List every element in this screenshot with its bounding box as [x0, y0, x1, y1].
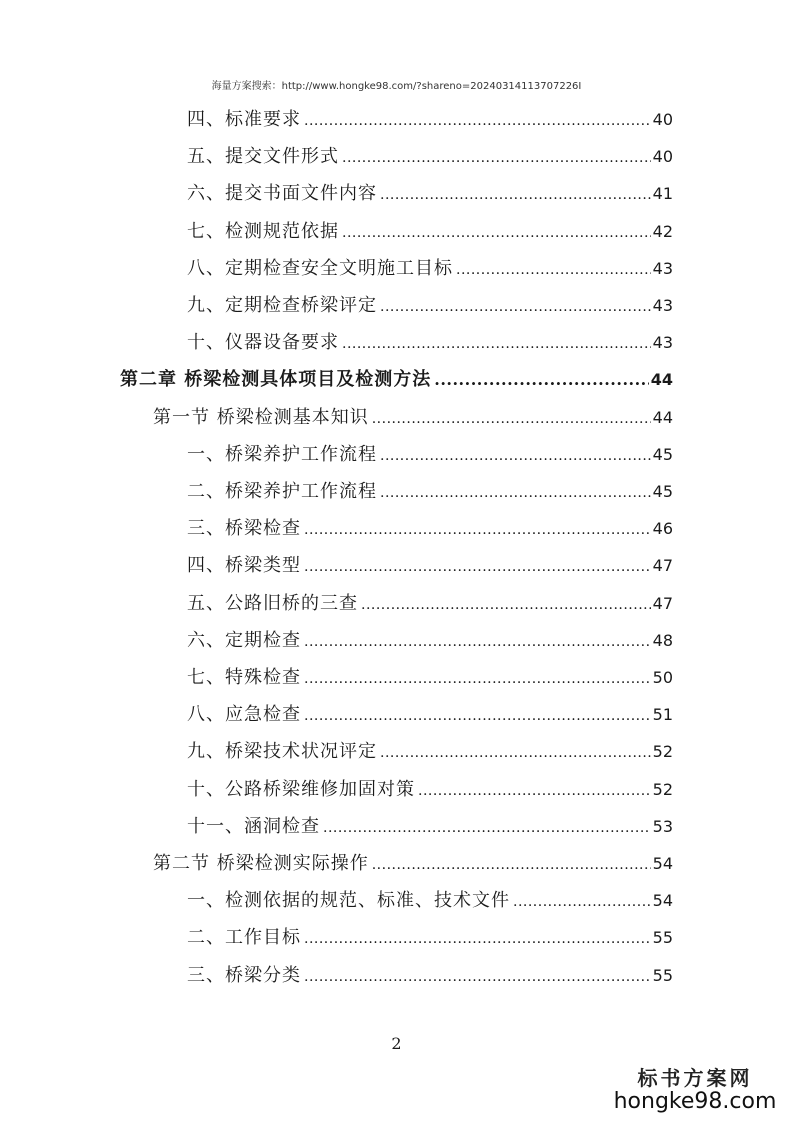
toc-dot-leader	[372, 853, 651, 877]
toc-dot-leader	[304, 109, 651, 133]
toc-entry-page: 44	[652, 408, 673, 427]
toc-entry-title: 二、工作目标	[187, 927, 301, 948]
toc-dot-leader	[304, 518, 651, 542]
toc-dot-leader	[380, 295, 651, 319]
page-number: 2	[391, 1034, 402, 1053]
toc-dot-leader	[342, 332, 651, 356]
toc-entry-chapter[interactable]	[120, 368, 673, 392]
toc-entry-item[interactable]	[187, 331, 673, 355]
toc-dot-leader	[304, 630, 651, 654]
toc-entry-page: 47	[652, 594, 673, 613]
toc-entry-title: 四、桥梁类型	[187, 555, 301, 576]
toc-entry-page: 54	[652, 854, 673, 873]
toc-entry-section[interactable]	[153, 852, 673, 876]
toc-entry-page: 52	[652, 742, 673, 761]
toc-dot-leader	[342, 146, 651, 170]
toc-dot-leader	[380, 444, 651, 468]
toc-entry-page: 54	[652, 891, 673, 910]
toc-entry-page: 48	[652, 631, 673, 650]
toc-entry-title: 九、桥梁技术状况评定	[187, 741, 377, 762]
toc-entry-title: 三、桥梁分类	[187, 965, 301, 986]
toc-entry-item[interactable]	[187, 443, 673, 467]
toc-entry-item[interactable]	[187, 182, 673, 206]
toc-entry-page: 52	[652, 780, 673, 799]
toc-entry-item[interactable]	[187, 889, 673, 913]
toc-entry-title: 六、定期检查	[187, 630, 301, 651]
toc-entry-title: 五、提交文件形式	[187, 146, 339, 167]
watermark-chinese-text: 标书方案网	[637, 1066, 753, 1090]
toc-dot-leader	[513, 890, 651, 914]
toc-entry-page: 44	[650, 370, 673, 389]
toc-dot-leader	[361, 593, 651, 617]
toc-entry-page: 43	[652, 259, 673, 278]
toc-dot-leader	[342, 221, 651, 245]
toc-entry-page: 40	[652, 147, 673, 166]
toc-entry-page: 45	[652, 445, 673, 464]
toc-dot-leader	[304, 704, 651, 728]
toc-entry-item[interactable]	[187, 517, 673, 541]
toc-dot-leader	[380, 183, 651, 207]
toc-entry-title: 七、检测规范依据	[187, 221, 339, 242]
toc-entry-item[interactable]	[187, 108, 673, 132]
toc-dot-leader	[380, 741, 651, 765]
toc-entry-title: 第二章 桥梁检测具体项目及检测方法	[120, 369, 432, 390]
toc-entry-page: 51	[652, 705, 673, 724]
toc-entry-page: 42	[652, 222, 673, 241]
toc-entry-page: 40	[652, 110, 673, 129]
toc-entry-page: 55	[652, 966, 673, 985]
toc-dot-leader	[380, 481, 651, 505]
toc-entry-title: 八、定期检查安全文明施工目标	[187, 258, 453, 279]
toc-entry-title: 九、定期检查桥梁评定	[187, 295, 377, 316]
toc-dot-leader	[418, 779, 651, 803]
watermark-domain-text: hongke98.com	[613, 1089, 777, 1114]
toc-dot-leader	[456, 258, 651, 282]
toc-entry-page: 43	[652, 333, 673, 352]
toc-dot-leader	[372, 407, 651, 431]
toc-entry-item[interactable]	[187, 666, 673, 690]
toc-entry-page: 50	[652, 668, 673, 687]
toc-entry-page: 43	[652, 296, 673, 315]
toc-entry-item[interactable]	[187, 815, 673, 839]
toc-entry-item[interactable]	[187, 629, 673, 653]
toc-entry-title: 二、桥梁养护工作流程	[187, 481, 377, 502]
toc-entry-title: 五、公路旧桥的三查	[187, 593, 358, 614]
toc-entry-item[interactable]	[187, 480, 673, 504]
toc-entry-item[interactable]	[187, 592, 673, 616]
toc-entry-page: 53	[652, 817, 673, 836]
toc-entry-page: 47	[652, 556, 673, 575]
toc-entry-item[interactable]	[187, 257, 673, 281]
toc-entry-title: 七、特殊检查	[187, 667, 301, 688]
toc-entry-page: 41	[652, 184, 673, 203]
toc-entry-title: 一、桥梁养护工作流程	[187, 444, 377, 465]
toc-entry-title: 十一、涵洞检查	[187, 816, 320, 837]
toc-entry-item[interactable]	[187, 145, 673, 169]
toc-entry-title: 第一节 桥梁检测基本知识	[153, 407, 369, 428]
toc-entry-item[interactable]	[187, 926, 673, 950]
toc-entry-title: 四、标准要求	[187, 109, 301, 130]
toc-entry-title: 一、检测依据的规范、标准、技术文件	[187, 890, 510, 911]
toc-entry-title: 第二节 桥梁检测实际操作	[153, 853, 369, 874]
toc-dot-leader	[304, 927, 651, 951]
toc-entry-title: 六、提交书面文件内容	[187, 183, 377, 204]
toc-entry-page: 55	[652, 928, 673, 947]
toc-dot-leader	[434, 368, 648, 392]
toc-entry-item[interactable]	[187, 740, 673, 764]
toc-entry-item[interactable]	[187, 554, 673, 578]
toc-dot-leader	[304, 965, 651, 989]
toc-dot-leader	[304, 555, 651, 579]
header-search-url: 海量方案搜索：http://www.hongke98.com/?shareno=20240314113707226I	[211, 81, 582, 92]
toc-entry-item[interactable]	[187, 964, 673, 988]
toc-dot-leader	[323, 816, 651, 840]
toc-dot-leader	[304, 667, 651, 691]
toc-entry-section[interactable]	[153, 406, 673, 430]
watermark-logo	[600, 1066, 790, 1114]
toc-entry-title: 十、仪器设备要求	[187, 332, 339, 353]
toc-entry-item[interactable]	[187, 220, 673, 244]
toc-entry-item[interactable]	[187, 778, 673, 802]
toc-entry-title: 八、应急检查	[187, 704, 301, 725]
toc-entry-item[interactable]	[187, 703, 673, 727]
toc-entry-page: 45	[652, 482, 673, 501]
toc-entry-item[interactable]	[187, 294, 673, 318]
toc-entry-title: 三、桥梁检查	[187, 518, 301, 539]
toc-entry-page: 46	[652, 519, 673, 538]
toc-entry-title: 十、公路桥梁维修加固对策	[187, 779, 415, 800]
